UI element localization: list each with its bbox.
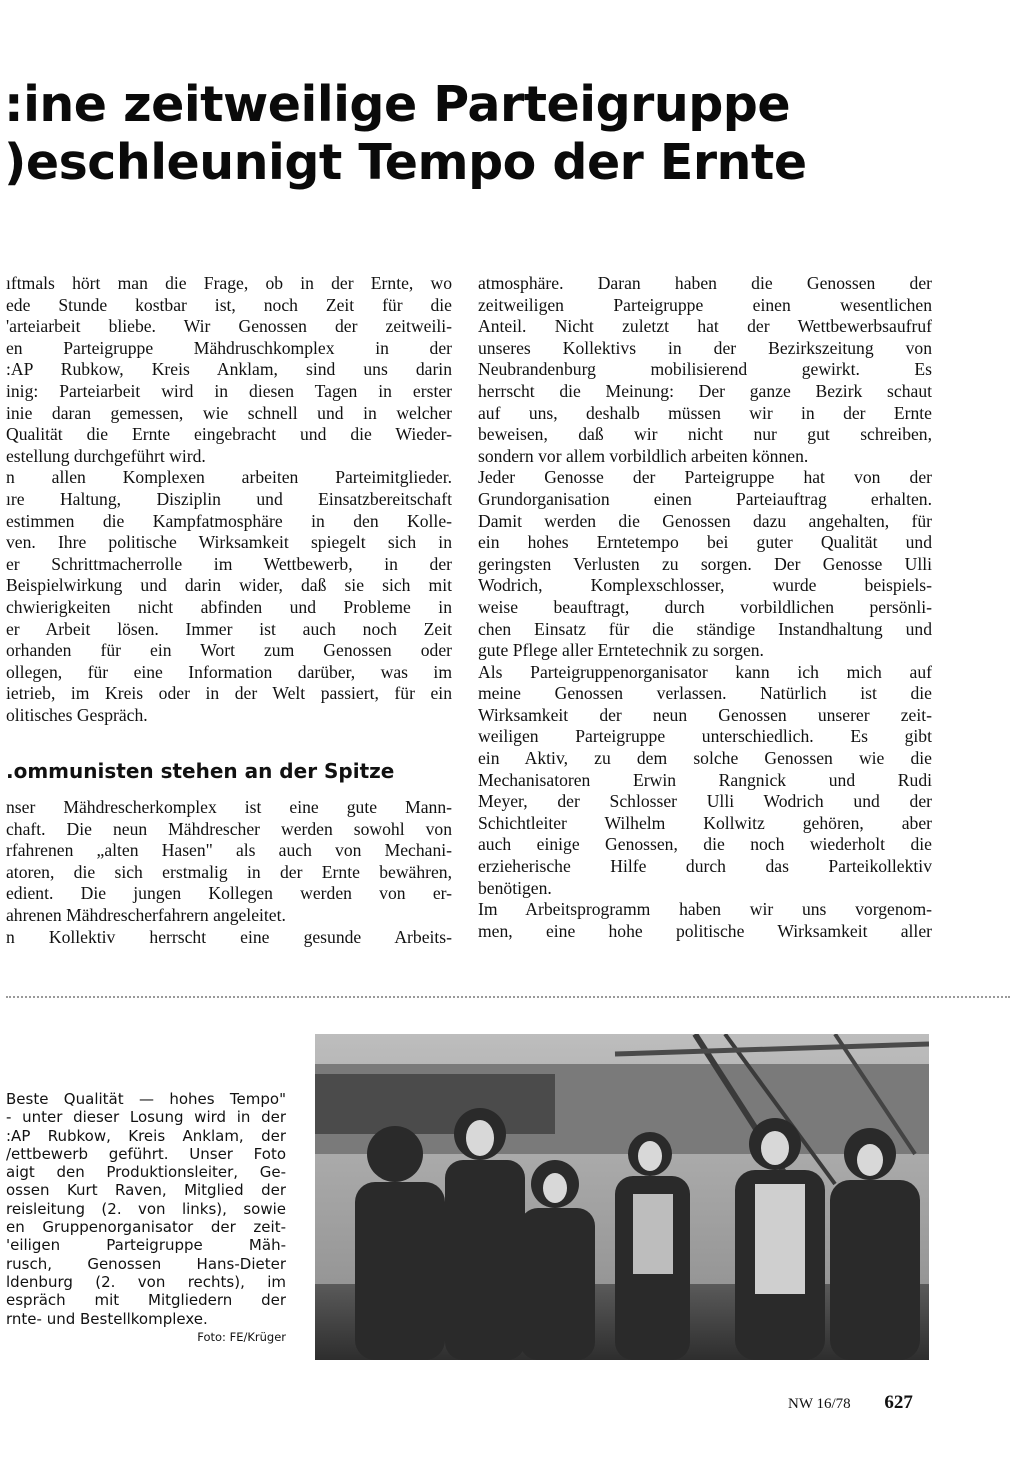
text-line: :AP Rubkow, Kreis Anklam, sind uns darin bbox=[6, 359, 452, 380]
caption-line: en Gruppenorganisator der zeit- bbox=[6, 1218, 286, 1237]
caption-line: ldenburg (2. von rechts), im bbox=[6, 1272, 286, 1291]
text-line: inig: Parteiarbeit wird in diesen Tagen in erster bbox=[6, 380, 452, 401]
caption-line: rusch, Genossen Hans-Dieter bbox=[6, 1254, 286, 1273]
text-line: auf uns, deshalb müssen wir in der Ernte bbox=[478, 402, 932, 423]
issue-label: NW 16/78 bbox=[788, 1396, 851, 1412]
text-line: estellung durchgeführt wird. bbox=[6, 445, 206, 466]
article-headline bbox=[4, 76, 884, 192]
text-line: en Parteigruppe Mähdruschkomplex in der bbox=[6, 337, 452, 358]
text-line: weise beauftragt, durch vorbildlichen persönli- bbox=[478, 596, 932, 617]
text-line: Wodrich, Komplexschlosser, wurde beispiels- bbox=[478, 575, 932, 596]
dotted-divider bbox=[6, 996, 1010, 998]
caption-line: 'eiligen Parteigruppe Mäh- bbox=[6, 1236, 286, 1255]
text-line: weiligen Parteigruppe unterschiedlich. Es gibt bbox=[478, 726, 932, 747]
text-line: geringsten Verlusten zu sorgen. Der Genosse Ulli bbox=[478, 553, 932, 574]
headline-line-2: )eschleunigt Tempo der Ernte bbox=[4, 134, 807, 191]
text-line: chen Einsatz für die ständige Instandhaltung und bbox=[478, 618, 932, 639]
text-line: atmosphäre. Daran haben die Genossen der bbox=[478, 273, 932, 293]
harvest-team-photo bbox=[315, 1034, 929, 1360]
text-line: Anteil. Nicht zuletzt hat der Wettbewerbsaufruf bbox=[478, 316, 932, 337]
photo-caption bbox=[6, 1090, 286, 1346]
caption-line: espräch mit Mitgliedern der bbox=[6, 1291, 286, 1310]
text-line: er Schrittmacherrolle im Wettbewerb, in der bbox=[6, 553, 452, 574]
page-footer bbox=[788, 1393, 913, 1414]
text-line: n allen Komplexen arbeiten Parteimitglieder. bbox=[6, 467, 452, 488]
text-line: Grundorganisation einen Parteiauftrag erhalten. bbox=[478, 488, 932, 509]
text-line: erzieherische Hilfe durch das Parteikollektiv bbox=[478, 856, 932, 877]
photo-credit: Foto: FE/Krüger bbox=[197, 1329, 286, 1344]
text-line: atoren, die sich erstmalig in der Ernte bewähren, bbox=[6, 861, 452, 882]
caption-line: reisleitung (2. von links), sowie bbox=[6, 1199, 286, 1218]
text-line: Wirksamkeit der neun Genossen unserer zeit- bbox=[478, 704, 932, 725]
caption-line: - unter dieser Losung wird in der bbox=[6, 1108, 286, 1127]
text-line: rfahrenen „alten Hasen" als auch von Mechani- bbox=[6, 840, 452, 861]
text-line: Schichtleiter Wilhelm Kollwitz gehören, aber bbox=[478, 812, 932, 833]
text-line: ietrieb, im Kreis oder in der Welt passiert, für ein bbox=[6, 683, 452, 704]
caption-line: aigt den Produktionsleiter, Ge- bbox=[6, 1163, 286, 1182]
text-line: Qualität die Ernte eingebracht und die Wieder- bbox=[6, 424, 452, 445]
photo-illustration bbox=[315, 1034, 929, 1360]
text-line: gute Pflege aller Erntetechnik zu sorgen. bbox=[478, 640, 764, 661]
text-line: olitisches Gespräch. bbox=[6, 704, 148, 725]
text-line: unseres Kollektivs in der Bezirkszeitung von bbox=[478, 337, 932, 358]
headline-line-1: :ine zeitweilige Parteigruppe bbox=[4, 76, 791, 133]
section-subheading: .ommunisten stehen an der Spitze bbox=[6, 759, 395, 783]
caption-line: /ettbewerb geführt. Unser Foto bbox=[6, 1144, 286, 1163]
text-line: Damit werden die Genossen dazu angehalten, für bbox=[478, 510, 932, 531]
text-line: 'arteiarbeit bliebe. Wir Genossen der zeitweili- bbox=[6, 316, 452, 337]
text-line: herrscht die Meinung: Der ganze Bezirk schaut bbox=[478, 380, 932, 401]
text-line: er Arbeit lösen. Immer ist auch noch Zeit bbox=[6, 618, 452, 639]
text-line: men, eine hohe politische Wirksamkeit aller bbox=[478, 920, 932, 941]
text-line: Jeder Genosse der Parteigruppe hat von der bbox=[478, 467, 932, 488]
text-line: chaft. Die neun Mähdrescher werden sowohl von bbox=[6, 818, 452, 839]
text-line: chwierigkeiten nicht abfinden und Probleme in bbox=[6, 596, 452, 617]
text-line: edient. Die jungen Kollegen werden von er- bbox=[6, 883, 452, 904]
body-column-right bbox=[478, 273, 932, 942]
body-column-left bbox=[6, 273, 452, 726]
text-line: meine Genossen verlassen. Natürlich ist die bbox=[478, 683, 932, 704]
text-line: ıre Haltung, Disziplin und Einsatzbereitschaft bbox=[6, 488, 452, 509]
text-line: Im Arbeitsprogramm haben wir uns vorgenom- bbox=[478, 899, 932, 920]
text-line: inie daran gemessen, wie schnell und in welcher bbox=[6, 402, 452, 423]
text-line: benötigen. bbox=[478, 877, 552, 898]
text-line: ıftmals hört man die Frage, ob in der Ernte, wo bbox=[6, 273, 452, 293]
text-line: ven. Ihre politische Wirksamkeit spiegelt sich in bbox=[6, 532, 452, 553]
body-column-left-section-2 bbox=[6, 797, 452, 948]
caption-line: Beste Qualität — hohes Tempo" bbox=[6, 1090, 286, 1108]
text-line: Mechanisatoren Erwin Rangnick und Rudi bbox=[478, 769, 932, 790]
caption-line: rnte- und Bestellkomplexe. bbox=[6, 1309, 208, 1328]
text-line: estimmen die Kampfatmosphäre in den Kolle- bbox=[6, 510, 452, 531]
text-line: ede Stunde kostbar ist, noch Zeit für die bbox=[6, 294, 452, 315]
text-line: Beispielwirkung und darin wider, daß sie sich mit bbox=[6, 575, 452, 596]
text-line: ein Aktiv, zu dem solche Genossen wie die bbox=[478, 748, 932, 769]
page-number: 627 bbox=[884, 1392, 913, 1413]
text-line: zeitweiligen Parteigruppe einen wesentlichen bbox=[478, 294, 932, 315]
caption-line: ossen Kurt Raven, Mitglied der bbox=[6, 1181, 286, 1200]
text-line: nser Mähdrescherkomplex ist eine gute Mann- bbox=[6, 797, 452, 817]
text-line: Meyer, der Schlosser Ulli Wodrich und der bbox=[478, 791, 932, 812]
text-line: ein hohes Erntetempo bei guter Qualität und bbox=[478, 532, 932, 553]
text-line: Als Parteigruppenorganisator kann ich mich auf bbox=[478, 661, 932, 682]
text-line: Neubrandenburg mobilisierend gewirkt. Es bbox=[478, 359, 932, 380]
text-line: sondern vor allem vorbildlich arbeiten können. bbox=[478, 445, 809, 466]
text-line: ollegen, für eine Information darüber, was im bbox=[6, 661, 452, 682]
text-line: auch einige Genossen, die noch wiederholt die bbox=[478, 834, 932, 855]
text-line: orhanden für ein Wort zum Genossen oder bbox=[6, 640, 452, 661]
text-line: beweisen, daß wir nicht nur gut schreiben, bbox=[478, 424, 932, 445]
text-line: ahrenen Mähdrescherfahrern angeleitet. bbox=[6, 904, 286, 925]
text-line: n Kollektiv herrscht eine gesunde Arbeits- bbox=[6, 926, 452, 947]
caption-line: :AP Rubkow, Kreis Anklam, der bbox=[6, 1126, 286, 1145]
